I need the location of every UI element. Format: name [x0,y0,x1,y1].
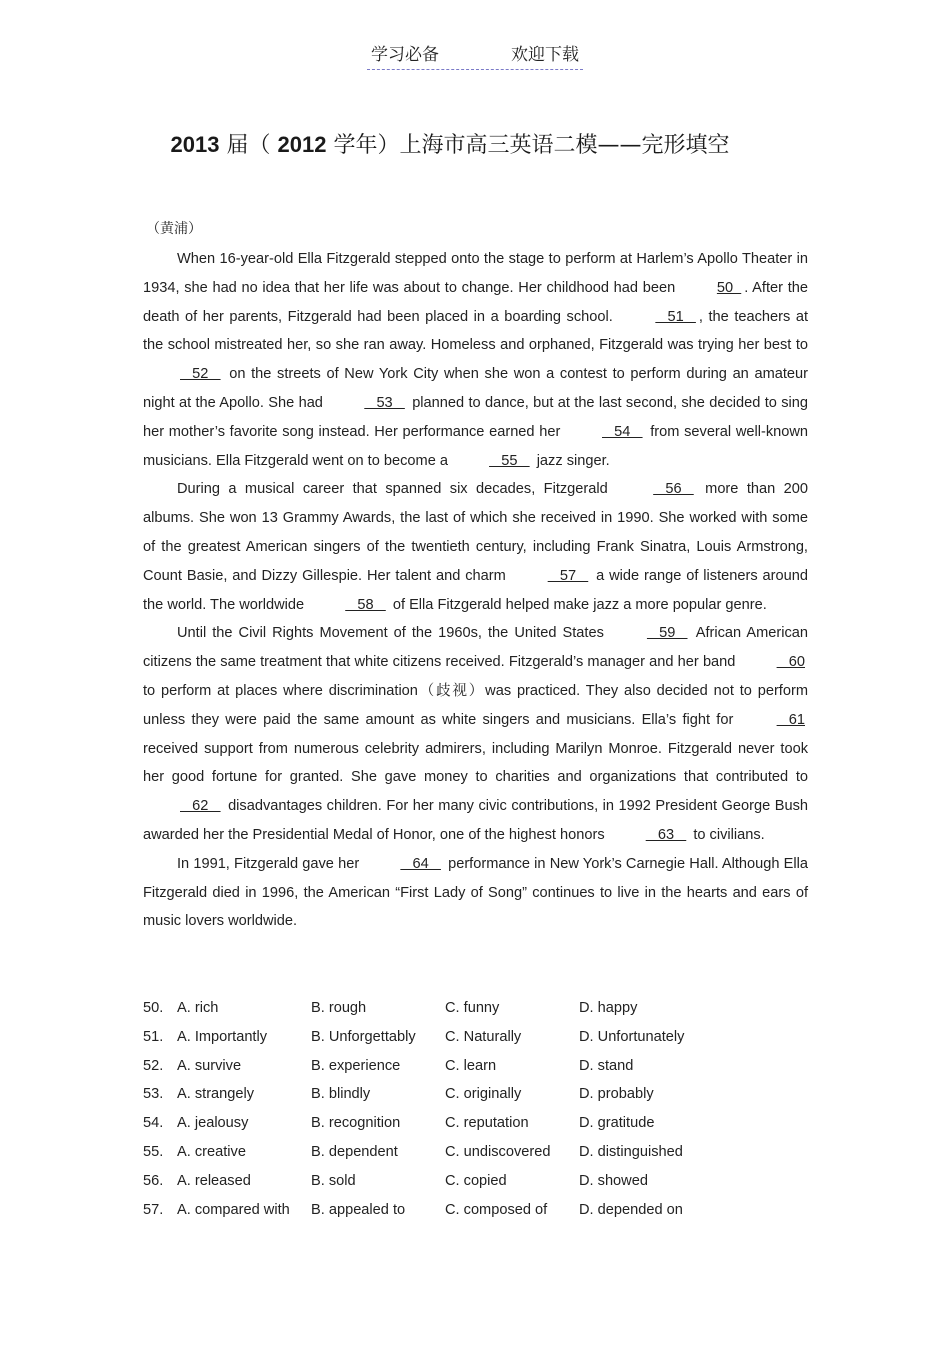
option-b: B. sold [311,1172,356,1189]
question-number: 56. [143,1172,164,1189]
title-year: 2013 [170,132,220,157]
blank-60: 60 [776,654,805,671]
option-b: B. appealed to [311,1201,406,1218]
question-number: 51. [143,1028,164,1045]
text: on the streets of New York City when she won a contest to perform during an amateur night at the Apollo. She had [143,366,808,411]
option-a: A. creative [177,1143,246,1160]
district-label: （黄浦） [146,221,202,237]
option-row-50 [143,994,823,1023]
option-c: C. copied [445,1172,507,1189]
text: jazz singer. [536,452,610,469]
text: Until the Civil Rights Movement of the 1960s, the United States [177,625,604,642]
option-c: C. funny [445,1000,500,1016]
option-d: D. happy [579,1000,638,1016]
blank-64: 64 [400,855,441,872]
option-b: B. blindly [311,1086,371,1103]
option-c: C. composed of [445,1201,548,1218]
option-d: D. showed [579,1172,648,1189]
option-row-56 [143,1167,823,1196]
option-row-53 [143,1080,823,1109]
page-title [0,128,900,159]
text: to civilians. [693,826,765,843]
text: of Ella Fitzgerald helped make jazz a more popular genre. [392,596,767,613]
blank-50: 50 [716,279,742,296]
question-number: 50. [143,1000,164,1016]
paragraph-4 [143,850,808,936]
text: received support from numerous celebrity admirers, including Marilyn Monroe. Fitzgerald never took her good fortune for granted. She gave money to charities and organizations that contributed to [143,740,808,786]
option-a: A. Importantly [177,1028,268,1045]
blank-51: 51 [655,308,696,325]
option-d: D. probably [579,1086,654,1103]
option-row-57 [143,1196,823,1225]
option-c: C. undiscovered [445,1143,551,1160]
cloze-passage [143,245,808,936]
option-b: B. dependent [311,1143,398,1160]
text: . After the death of her parents, Fitzgerald had been placed in a boarding school. [143,279,808,325]
text: more than 200 albums. She won 13 Grammy Awards, the last of which she received in 1990. She worked with some of the greatest American singers of the twentieth century, including Frank Sinatra, Louis Armstrong, Count Basie, and Dizzy Gillespie. Her talent and charm [143,481,808,584]
text: a wide range of listeners around the world. The worldwide [143,567,808,613]
title-school-year: 2012 [277,132,327,157]
option-d: D. depended on [579,1201,683,1218]
paragraph-1 [143,245,808,475]
text: , the teachers at the school mistreated her, so she ran away. Homeless and orphaned, Fitzgerald was trying her best to [143,308,808,354]
option-row-52 [143,1052,823,1081]
option-row-54 [143,1109,823,1138]
option-b: B. experience [311,1057,401,1074]
text: planned to dance, but at the last second, she decided to sing her mother’s favorite song instead. Her performance earned her [143,394,808,440]
option-d: D. stand [579,1057,634,1074]
question-number: 53. [143,1086,164,1103]
option-a: A. survive [177,1057,242,1074]
blank-52: 52 [180,366,221,383]
title-text-2: 学年）上海市高三英语二模——完形填空 [326,133,730,158]
answer-options [143,994,823,1224]
paragraph-3 [143,619,808,849]
blank-53: 53 [364,394,405,411]
title-text-1: 届（ [219,133,278,158]
question-number: 52. [143,1057,164,1074]
blank-61: 61 [776,711,805,728]
header-right-text: 欢迎下载 [511,45,579,65]
option-d: D. gratitude [579,1115,655,1132]
text: to perform at places where discrimination（歧视）was practiced. They also decided not to perform unless they were paid the same amount as white singers and musicians. Ella’s fight for [143,682,808,728]
text: disadvantages children. For her many civic contributions, in 1992 President George Bush awarded her the Presidential Medal of Honor, one of the highest honors [143,798,808,843]
blank-63: 63 [645,826,687,843]
option-a: A. rich [177,1000,219,1016]
question-number: 57. [143,1201,164,1218]
question-number: 54. [143,1115,164,1132]
option-a: A. released [177,1172,251,1189]
option-c: C. originally [445,1086,522,1103]
question-number: 55. [143,1143,164,1160]
option-b: B. rough [311,1000,367,1016]
option-d: D. distinguished [579,1143,683,1160]
text: During a musical career that spanned six decades, Fitzgerald [177,481,608,498]
page-header [0,40,950,70]
option-a: A. compared with [177,1201,290,1218]
text: When 16-year-old Ella Fitzgerald stepped onto the stage to perform at Harlem’s Apollo Theater in 1934, she had no idea that her life was about to change. Her childhood had been [143,251,808,296]
blank-56: 56 [653,481,694,498]
option-row-51 [143,1023,823,1052]
option-c: C. Naturally [445,1028,522,1045]
option-c: C. reputation [445,1115,529,1132]
option-c: C. learn [445,1057,497,1074]
text: In 1991, Fitzgerald gave her [177,855,360,872]
header-left-text: 学习必备 [371,45,439,65]
blank-55: 55 [489,452,530,469]
blank-54: 54 [602,423,643,440]
option-row-55 [143,1138,823,1167]
blank-58: 58 [345,596,386,613]
option-a: A. jealousy [177,1115,249,1132]
blank-62: 62 [180,798,221,815]
text: from several well-known musicians. Ella Fitzgerald went on to become a [143,423,809,469]
option-d: D. Unfortunately [579,1028,685,1045]
text: African American citizens the same treatment that white citizens received. Fitzgerald’s manager and her band [143,625,808,671]
text: performance in New York’s Carnegie Hall. Although Ella Fitzgerald died in 1996, the American “First Lady of Song” continues to live in the hearts and ears of music lovers worldwide. [143,855,808,930]
option-b: B. recognition [311,1115,401,1132]
blank-57: 57 [547,567,589,584]
option-b: B. Unforgettably [311,1028,416,1045]
header-banner [367,40,583,70]
blank-59: 59 [646,625,688,642]
option-a: A. strangely [177,1086,255,1103]
paragraph-2 [143,475,808,619]
